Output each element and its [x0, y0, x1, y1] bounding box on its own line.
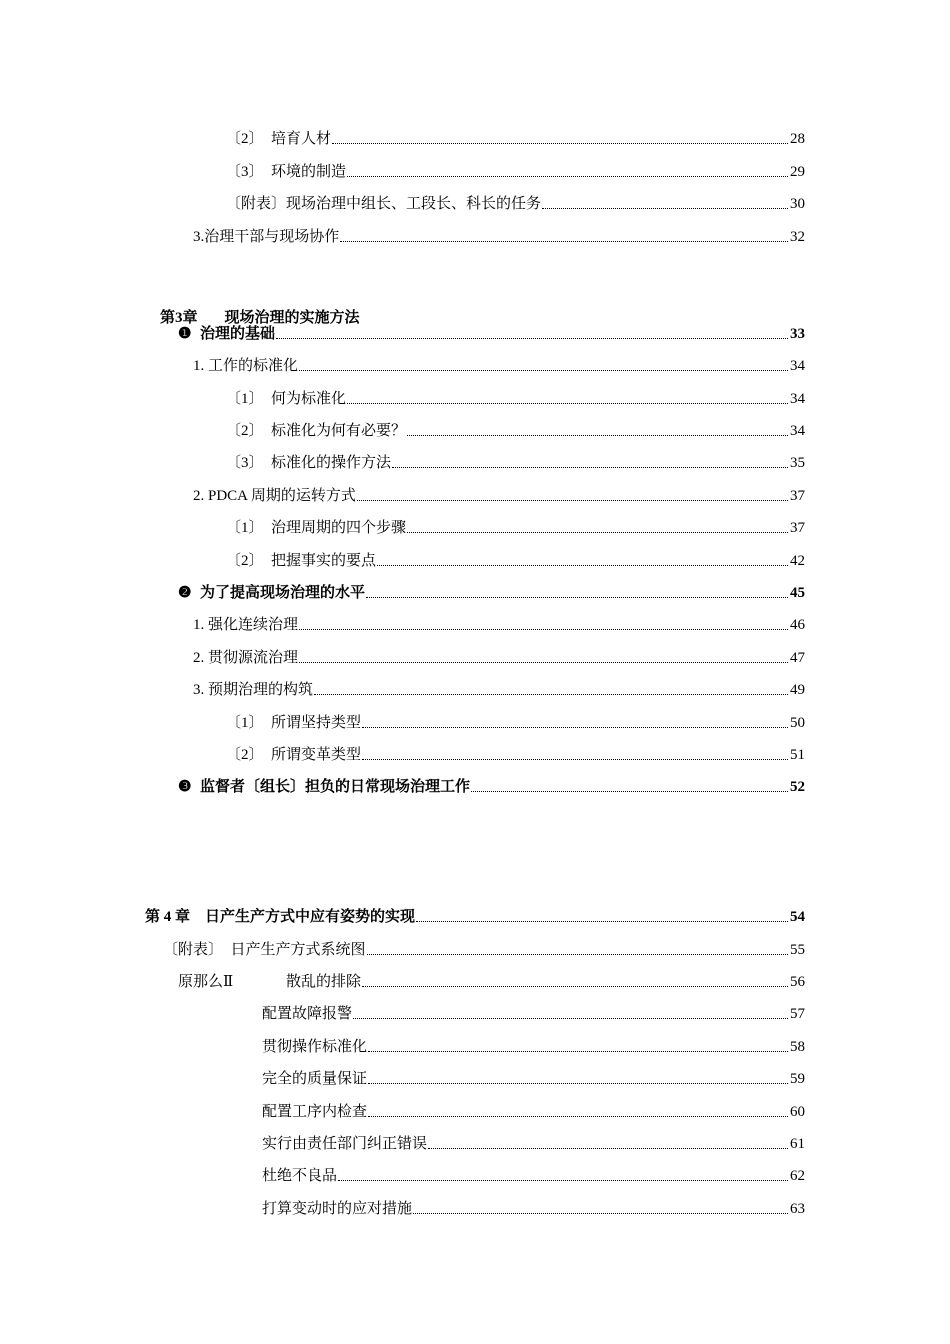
toc-entry — [193, 645, 805, 667]
toc-entry-label: 〔1〕 所谓坚持类型 — [226, 715, 362, 731]
toc-entry — [193, 483, 805, 505]
toc-entry-label: 打算变动时的应对措施 — [262, 1201, 413, 1217]
leader-dots — [542, 208, 788, 209]
leader-dots — [276, 338, 788, 339]
toc-entry-label: 〔附表〕现场治理中组长、工段长、科长的任务 — [226, 196, 542, 212]
toc-entry-page: 32 — [790, 229, 805, 245]
toc-entry-label: 〔2〕 把握事实的要点 — [226, 553, 377, 569]
toc-entry-page: 63 — [790, 1201, 805, 1217]
leader-dots — [332, 143, 788, 144]
toc-entry-page: 55 — [790, 942, 805, 958]
toc-entry-page: 37 — [790, 488, 805, 504]
toc-entry-label: 〔2〕 培育人材 — [226, 131, 332, 147]
toc-section-entry — [178, 321, 805, 343]
toc-entry — [193, 224, 805, 246]
toc-entry-page: 33 — [790, 326, 805, 342]
leader-dots — [357, 500, 788, 501]
toc-entry-label: 治理的基础 — [200, 326, 276, 342]
chapter-number: 第3章 — [160, 310, 198, 326]
toc-entry-page: 37 — [790, 520, 805, 536]
toc-entry-label: 〔3〕 标准化的操作方法 — [226, 455, 392, 471]
toc-entry-label: 杜绝不良品 — [262, 1168, 338, 1184]
toc-chapter-entry — [145, 904, 805, 926]
leader-dots — [407, 435, 788, 436]
leader-dots — [299, 662, 788, 663]
leader-dots — [368, 1116, 788, 1117]
circled-number-three-icon: ❸ — [178, 779, 192, 795]
toc-entry-label: 配置工序内检查 — [262, 1104, 368, 1120]
toc-entry-page: 51 — [790, 747, 805, 763]
toc-entry — [163, 937, 805, 959]
leader-dots — [368, 1051, 788, 1052]
toc-entry-page: 52 — [790, 779, 805, 795]
leader-dots — [338, 1180, 788, 1181]
toc-entry-label: 实行由责任部门纠正错误 — [262, 1136, 428, 1152]
toc-entry-page: 56 — [790, 974, 805, 990]
leader-dots — [413, 1213, 788, 1214]
toc-entry-page: 50 — [790, 715, 805, 731]
toc-entry-label: 2. PDCA 周期的运转方式 — [193, 488, 356, 504]
leader-dots — [428, 1148, 788, 1149]
toc-entry-label-secondary: 散乱的排除 — [286, 974, 362, 990]
leader-dots — [340, 241, 788, 242]
toc-entry-label: 原那么Ⅱ — [178, 974, 234, 990]
toc-entry-page: 45 — [790, 585, 805, 601]
toc-entry — [262, 1066, 805, 1088]
toc-entry-page: 57 — [790, 1006, 805, 1022]
toc-entry — [262, 1099, 805, 1121]
toc-entry-label: 〔1〕 何为标准化 — [226, 391, 347, 407]
toc-entry-page: 61 — [790, 1136, 805, 1152]
toc-entry-label: 〔附表〕 日产生产方式系统图 — [163, 942, 366, 958]
toc-entry-page: 46 — [790, 617, 805, 633]
toc-entry-label: 〔2〕 所谓变革类型 — [226, 747, 362, 763]
toc-entry-page: 60 — [790, 1104, 805, 1120]
leader-dots — [362, 759, 788, 760]
toc-entry — [262, 1196, 805, 1218]
toc-entry-label: 第 4 章 日产生产方式中应有姿势的实现 — [145, 909, 416, 925]
leader-dots — [367, 954, 788, 955]
toc-entry-label: 〔2〕 标准化为何有必要？ — [226, 423, 407, 439]
toc-entry-page: 34 — [790, 358, 805, 374]
leader-dots — [353, 1018, 788, 1019]
leader-dots — [368, 1083, 788, 1084]
leader-dots — [299, 629, 788, 630]
toc-entry-page: 30 — [790, 196, 805, 212]
toc-entry-page: 62 — [790, 1168, 805, 1184]
toc-entry — [226, 742, 805, 764]
toc-entry — [178, 969, 805, 991]
toc-entry — [193, 612, 805, 634]
toc-entry — [193, 677, 805, 699]
toc-entry-page: 34 — [790, 391, 805, 407]
leader-dots — [314, 694, 788, 695]
toc-entry — [262, 1034, 805, 1056]
toc-entry — [262, 1131, 805, 1153]
toc-entry-page: 35 — [790, 455, 805, 471]
toc-entry-label: 〔3〕 环境的制造 — [226, 164, 347, 180]
toc-entry-page: 34 — [790, 423, 805, 439]
toc-entry — [226, 386, 805, 408]
toc-entry-label: 3. 预期治理的构筑 — [193, 682, 314, 698]
chapter-title: 现场治理的实施方法 — [224, 310, 360, 326]
toc-entry-label: 配置故障报警 — [262, 1006, 353, 1022]
toc-entry — [226, 159, 805, 181]
toc-entry-page: 49 — [790, 682, 805, 698]
leader-dots — [347, 176, 788, 177]
toc-entry-page: 28 — [790, 131, 805, 147]
leader-dots — [377, 565, 788, 566]
toc-entry — [226, 710, 805, 732]
toc-entry-label: 1. 工作的标准化 — [193, 358, 299, 374]
circled-number-one-icon: ❶ — [178, 326, 192, 342]
toc-entry — [262, 1163, 805, 1185]
leader-dots — [416, 921, 788, 922]
toc-entry-label: 贯彻操作标准化 — [262, 1039, 368, 1055]
toc-entry-label: 2. 贯彻源流治理 — [193, 650, 299, 666]
toc-entry — [226, 126, 805, 148]
toc-entry — [226, 450, 805, 472]
toc-section-entry — [178, 774, 805, 796]
leader-dots — [407, 532, 788, 533]
toc-entry-label: 为了提高现场治理的水平 — [200, 585, 366, 601]
leader-dots — [366, 597, 788, 598]
toc-entry-page: 47 — [790, 650, 805, 666]
toc-entry-label: 3.治理干部与现场协作 — [193, 229, 340, 245]
toc-entry — [262, 1001, 805, 1023]
toc-section-entry — [178, 580, 805, 602]
leader-dots — [347, 403, 788, 404]
toc-entry — [193, 353, 805, 375]
leader-dots — [471, 791, 788, 792]
toc-entry — [226, 515, 805, 537]
leader-dots — [362, 986, 788, 987]
toc-entry-page: 29 — [790, 164, 805, 180]
toc-entry-label: 监督者〔组长〕担负的日常现场治理工作 — [200, 779, 471, 795]
leader-dots — [299, 370, 788, 371]
toc-entry-label: 〔1〕 治理周期的四个步骤 — [226, 520, 407, 536]
toc-entry-page: 58 — [790, 1039, 805, 1055]
toc-entry-page: 54 — [790, 909, 805, 925]
leader-dots — [362, 727, 788, 728]
toc-entry-label: 1. 强化连续治理 — [193, 617, 299, 633]
toc-entry — [226, 418, 805, 440]
leader-dots — [392, 467, 788, 468]
toc-entry-label: 完全的质量保证 — [262, 1071, 368, 1087]
toc-entry-page: 42 — [790, 553, 805, 569]
toc-entry — [226, 548, 805, 570]
toc-entry — [226, 191, 805, 213]
toc-entry-page: 59 — [790, 1071, 805, 1087]
circled-number-two-icon: ❷ — [178, 585, 192, 601]
